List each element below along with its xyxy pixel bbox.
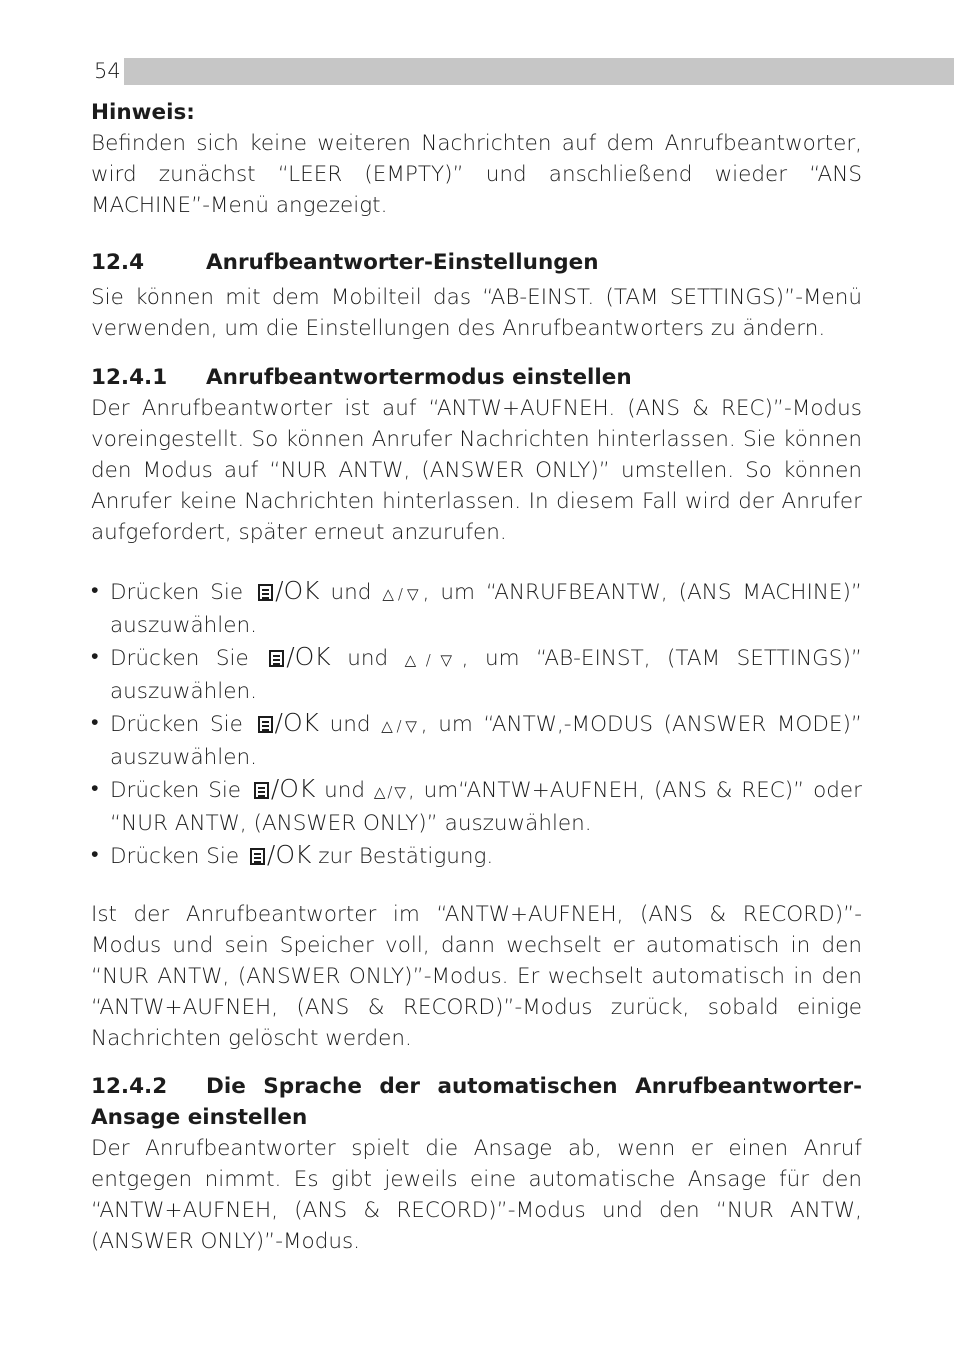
up-down-arrow-icon: △/▽ <box>382 585 423 603</box>
section-12-4-text: Sie können mit dem Mobilteil das “AB-EINST. (TAM SETTINGS)”-Menü verwenden, um die Einstellungen des Anrufbeantworters zu ändern. <box>91 285 862 341</box>
list-item <box>91 773 862 839</box>
up-down-arrow-icon: △/▽ <box>373 783 408 801</box>
section-12-4-2-text: Der Anrufbeantworter spielt die Ansage ab, wenn er einen Anruf entgegen nimmt. Es gibt jeweils eine automatische Ansage für den “ANTW+AUFNEH, (ANS & RECORD)”-Modus und den “NUR ANTW, (ANSWER ONLY)”-Modus. <box>91 1136 862 1254</box>
hint-title: Hinweis: <box>91 100 195 125</box>
step-text: und <box>329 712 371 737</box>
steps-list <box>91 575 862 872</box>
menu-icon <box>258 584 273 601</box>
menu-icon <box>250 848 265 865</box>
ok-key-label: /OK <box>286 642 331 671</box>
section-number: 12.4.2 <box>91 1074 168 1099</box>
step-text: und <box>330 580 372 605</box>
ok-key-label: /OK <box>266 840 312 869</box>
up-down-arrow-icon: △/▽ <box>404 651 462 669</box>
step-text: und <box>347 646 389 671</box>
section-12-4-1-heading <box>91 362 862 393</box>
hint-text: Befinden sich keine weiteren Nachrichten auf dem Anrufbeantworter, wird zunächst “LEER (EMPTY)” und anschließend wieder “ANS MACHINE”-Menü angezeigt. <box>91 131 862 218</box>
step-text: , um “ANRUFBEANTW, (ANS MACHINE)” auszuwählen. <box>110 580 863 638</box>
section-title: Die Sprache der automatischen Anrufbeantworter-Ansage einstellen <box>91 1074 862 1130</box>
section-title: Anrufbeantwortermodus einstellen <box>206 365 632 390</box>
section-title: Anrufbeantworter-Einstellungen <box>206 250 599 275</box>
section-12-4-heading <box>91 247 862 278</box>
up-down-arrow-icon: △/▽ <box>381 717 421 735</box>
list-item <box>91 575 862 641</box>
ok-key-label: /OK <box>275 576 320 605</box>
step-text: zur Bestätigung. <box>311 844 494 869</box>
step-text: und <box>324 778 366 803</box>
step-text: Drücken Sie <box>110 778 242 803</box>
step-text: Drücken Sie <box>110 712 243 737</box>
section-number: 12.4 <box>91 250 145 275</box>
page-content <box>91 97 862 1257</box>
step-text: Drücken Sie <box>110 580 244 605</box>
list-item <box>91 641 862 707</box>
ok-key-label: /OK <box>274 708 320 737</box>
menu-icon <box>258 716 273 733</box>
section-12-4-1-note: Ist der Anrufbeantworter im “ANTW+AUFNEH, (ANS & RECORD)”-Modus und sein Speicher voll, dann wechselt er automatisch in den “NUR ANTW, (ANSWER ONLY)”-Modus. Er wechselt automatisch in den “ANTW+AUFNEH, (ANS & RECORD)”-Modus zurück, sobald einige Nachrichten gelöscht werden. <box>91 902 862 1051</box>
section-number: 12.4.1 <box>91 365 168 390</box>
page-number: 54 <box>92 58 124 85</box>
list-item <box>91 707 862 773</box>
section-12-4-2-heading <box>91 1071 862 1133</box>
step-text: Drücken Sie <box>110 646 249 671</box>
ok-key-label: /OK <box>270 774 316 803</box>
menu-icon <box>254 782 269 799</box>
section-12-4-1-text: Der Anrufbeantworter ist auf “ANTW+AUFNEH. (ANS & REC)”-Modus voreingestellt. So können Anrufer Nachrichten hinterlassen. Sie können den Modus auf “NUR ANTW, (ANSWER ONLY)” umstellen. So können Anrufer keine Nachrichten hinterlassen. In diesem Fall wird der Anrufer aufgefordert, später erneut anzurufen. <box>91 396 862 545</box>
page-header-bar <box>92 58 954 85</box>
step-text: Drücken Sie <box>110 844 240 869</box>
step-text: , um “AB-EINST, (TAM SETTINGS)” auszuwählen. <box>110 646 862 704</box>
step-text: , um“ANTW+AUFNEH, (ANS & REC)” oder “NUR ANTW, (ANSWER ONLY)” auszuwählen. <box>110 778 862 836</box>
step-text: , um “ANTW,-MODUS (ANSWER MODE)” auszuwählen. <box>110 712 862 770</box>
list-item <box>91 839 862 872</box>
menu-icon <box>269 650 284 667</box>
